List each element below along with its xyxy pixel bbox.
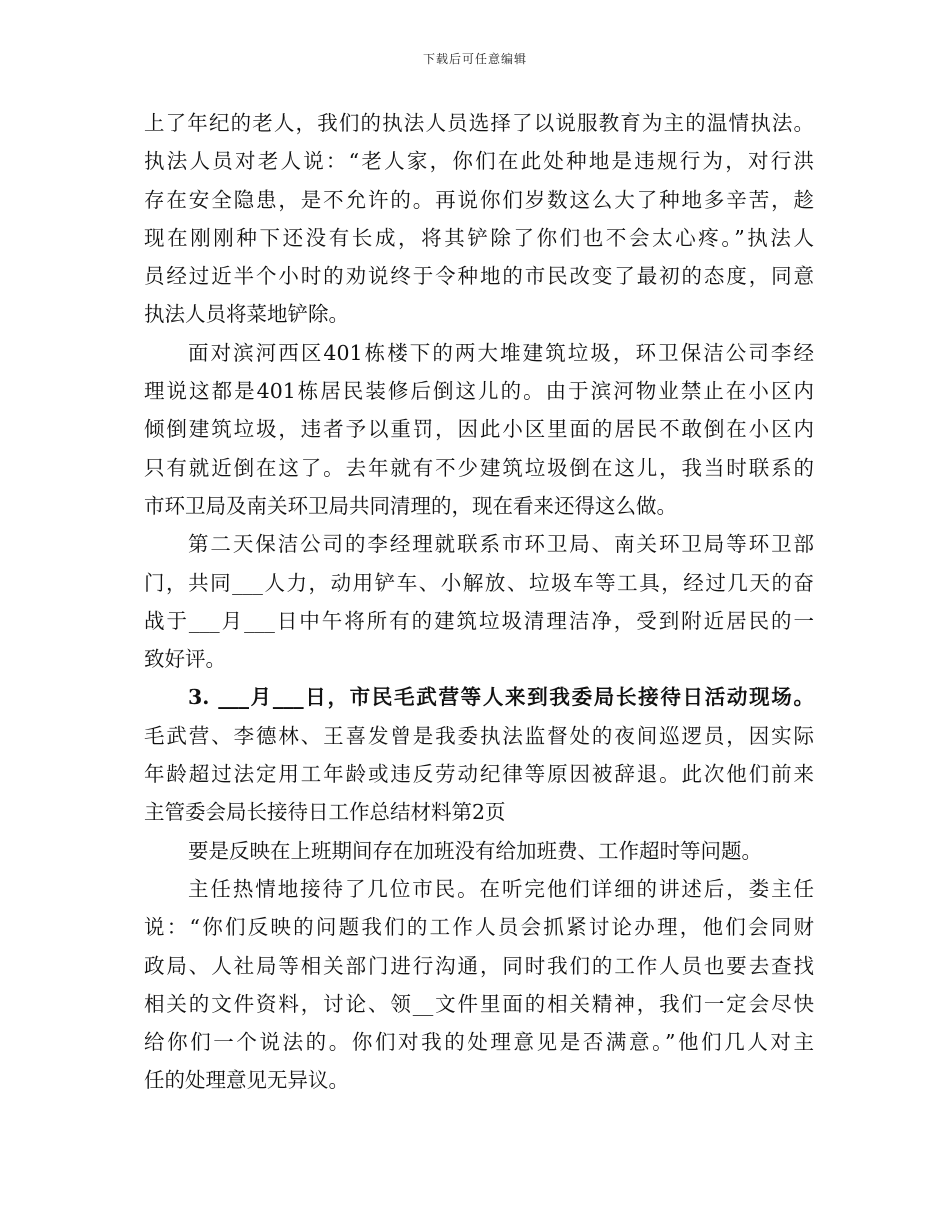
text-line: 相关的文件资料，讨论、领__文件里面的相关精神，我们一定会尽快 <box>144 991 814 1016</box>
page-header: 下载后可任意编辑 <box>422 52 527 66</box>
text-line: 要是反映在上班期间存在加班没有给加班费、工作超时等问题。 <box>188 838 762 863</box>
text-line: 政局、人社局等相关部门进行沟通，同时我们的工作人员也要去查找 <box>144 953 814 978</box>
text-line: 员经过近半个小时的劝说终于令种地的市民改变了最初的态度，同意 <box>144 264 814 289</box>
text-line: 只有就近倒在这了。去年就有不少建筑垃圾倒在这儿，我当时联系的 <box>144 455 814 480</box>
document-body <box>144 104 814 1100</box>
text-line: 上了年纪的老人，我们的执法人员选择了以说服教育为主的温情执法。 <box>144 111 814 135</box>
text-line: 执法人员对老人说：“老人家，你们在此处种地是违规行为，对行洪 <box>144 149 814 174</box>
text-line: 第二天保洁公司的李经理就联系市环卫局、南关环卫局等环卫部 <box>188 532 814 557</box>
text-line: 给你们一个说法的。你们对我的处理意见是否满意。”他们几人对主 <box>144 1030 814 1055</box>
text-line: 毛武营、李德林、王喜发曾是我委执法监督处的夜间巡逻员，因实际 <box>144 723 814 748</box>
text-line: 执法人员将菜地铲除。 <box>144 302 349 327</box>
text-line: 3. ___月___日，市民毛武营等人来到我委局长接待日活动现场。 <box>188 685 814 710</box>
text-line: 说：“你们反映的问题我们的工作人员会抓紧讨论办理，他们会同财 <box>144 915 814 940</box>
text-line: 任的处理意见无异议。 <box>144 1068 349 1093</box>
text-line: 主管委会局长接待日工作总结材料第2页 <box>144 800 506 825</box>
text-line: 理说这都是401栋居民装修后倒这儿的。由于滨河物业禁止在小区内 <box>144 379 814 404</box>
text-line: 主任热情地接待了几位市民。在听完他们详细的讲述后，娄主任 <box>188 876 814 901</box>
text-line: 致好评。 <box>144 647 226 672</box>
text-line: 市环卫局及南关环卫局共同清理的，现在看来还得这么做。 <box>144 493 677 518</box>
text-line: 战于___月___日中午将所有的建筑垃圾清理洁净，受到附近居民的一 <box>144 608 814 633</box>
text-line: 门，共同___人力，动用铲车、小解放、垃圾车等工具，经过几天的奋 <box>144 570 814 595</box>
text-line: 面对滨河西区401栋楼下的两大堆建筑垃圾，环卫保洁公司李经 <box>188 340 814 365</box>
text-line: 倾倒建筑垃圾，违者予以重罚，因此小区里面的居民不敢倒在小区内 <box>144 417 814 442</box>
text-line: 年龄超过法定用工年龄或违反劳动纪律等原因被辞退。此次他们前来 <box>144 762 814 787</box>
text-line: 存在安全隐患，是不允许的。再说你们岁数这么大了种地多辛苦，趁 <box>144 187 814 212</box>
text-line: 现在刚刚种下还没有长成，将其铲除了你们也不会太心疼。”执法人 <box>144 225 814 250</box>
